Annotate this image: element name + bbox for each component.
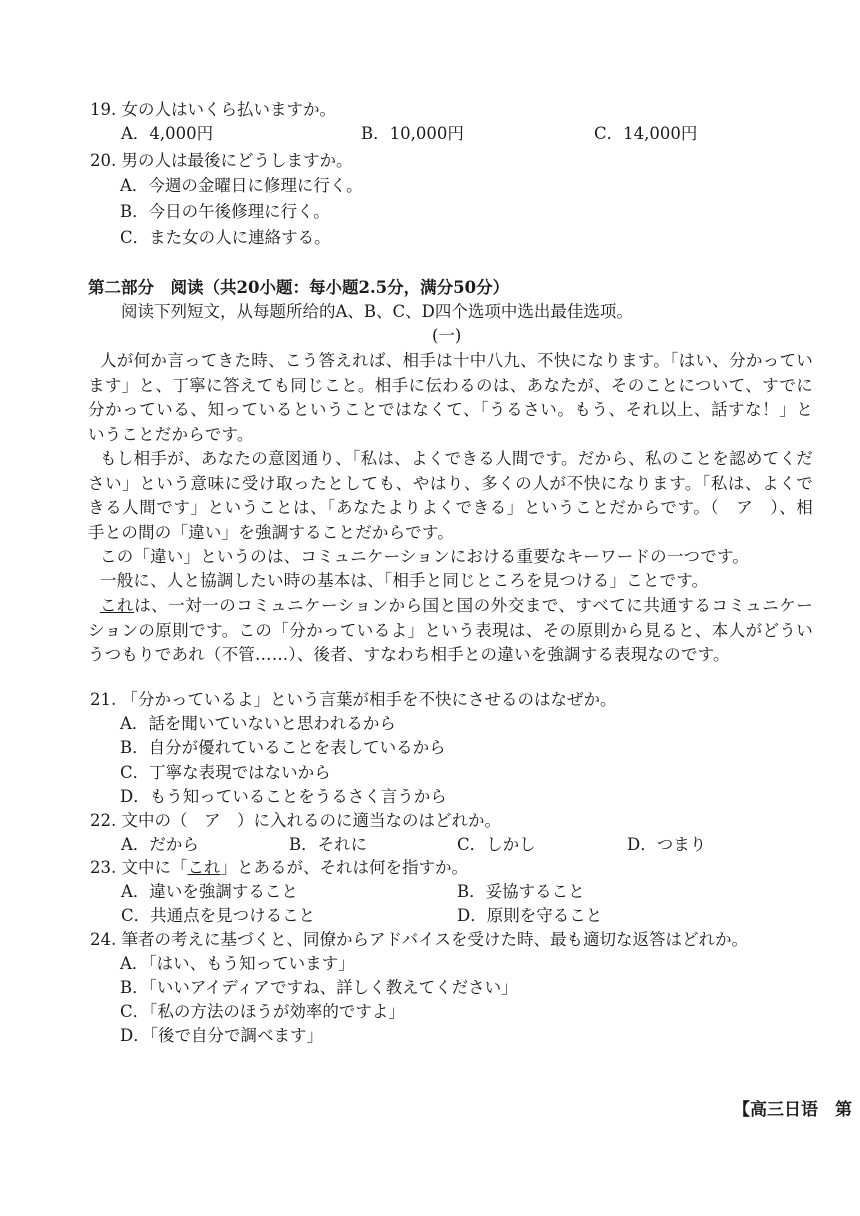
question-20-option-c: C．また女の人に連絡する。 (120, 228, 331, 247)
question-23-stem-start: 23. 文中に「 (90, 858, 188, 877)
question-22-option-d: D．つまり (627, 835, 707, 854)
passage-paragraph-4: 一般に、人と協調したい時の基本は、「相手と同じところを見つける」ことです。 (100, 571, 709, 590)
question-23-option-c: C．共通点を見つけること (121, 906, 316, 925)
question-22-option-c: C．しかし (457, 835, 536, 854)
question-23-underlined-word: これ (187, 858, 221, 877)
question-24-option-b: B．「いいアイディアですね、詳しく教えてください」 (120, 978, 518, 997)
passage-paragraph-5 (88, 594, 813, 668)
question-19-option-b: B．10,000円 (361, 124, 464, 143)
question-23-stem (90, 856, 468, 880)
question-24-stem: 24. 筆者の考えに基づくと、同僚からアドバイスを受けた時、最も適切な返答はどれか。 (90, 930, 748, 949)
question-21-option-c: C．丁寧な表現ではないから (120, 763, 331, 782)
question-19-option-c: C．14,000円 (594, 124, 698, 143)
question-23-option-d: D．原則を守ること (457, 906, 603, 925)
underlined-reference: これ (100, 596, 135, 615)
question-19-stem: 19. 女の人はいくら払いますか。 (90, 100, 336, 119)
question-19-option-a: A．4,000円 (121, 124, 214, 143)
question-23-option-b: B．妥協すること (457, 882, 585, 901)
question-21-option-d: D．もう知っていることをうるさく言うから (120, 787, 447, 806)
section-instruction: 阅读下列短文，从每题所给的A、B、C、D四个选项中选出最佳选项。 (121, 302, 633, 321)
passage-paragraph-1: 人が何か言ってきた時、こう答えれば、相手は十中八九、不快になります。「はい、分かっています」と、丁寧に答えても同じこと。相手に伝わるのは、あなたが、そのことについて、すでに分かっている、知っているということではなくて、「うるさい。もう、それ以上、話すな！」ということだからです。 (88, 351, 813, 444)
question-24-option-c: C．「私の方法のほうが効率的ですよ」 (120, 1002, 405, 1021)
question-20-stem: 20. 男の人は最後にどうしますか。 (90, 151, 353, 170)
question-23-option-a: A．違いを強調すること (121, 882, 298, 901)
question-24-option-a: A．「はい、もう知っています」 (120, 954, 355, 973)
question-22-option-b: B．それに (289, 835, 368, 854)
question-20-option-a: A．今週の金曜日に修理に行く。 (120, 176, 363, 195)
passage-paragraph-2: もし相手が、あなたの意図通り、「私は、よくできる人間です。だから、私のことを認めてください」という意味に受け取ったとしても、やはり、多くの人が不快になります。「私は、よくできる人間です」ということは、「あなたよりよくできる」ということだからです。（ ア ）、相手との間の「違い」を強調することだからです。 (88, 449, 813, 542)
question-21-option-a: A．話を聞いていないと思われるから (120, 714, 396, 733)
passage-number: (一) (432, 326, 462, 345)
question-24-option-d: D．「後で自分で調べます」 (120, 1026, 323, 1045)
passage-paragraph-3: この「違い」というのは、コミュニケーションにおける重要なキーワードの一つです。 (100, 547, 749, 566)
section-title: 第二部分 阅读（共20小题：每小题2.5分，满分50分） (88, 278, 510, 297)
question-22-stem: 22. 文中の（ ア ）に入れるのに適当なのはどれか。 (90, 811, 501, 830)
passage-paragraph-5-text: は、一対一のコミュニケーションから国と国の外交まで、すべてに共通するコミュニケーションの原則です。この「分かっているよ」という表現は、その原則から見ると、本人がどういうつもりであれ（不管……）、後者、すなわち相手との違いを強調する表現なのです。 (88, 596, 813, 665)
page-footer: 【高三日语 第 (733, 1100, 852, 1120)
question-21-stem: 21. 「分かっているよ」という言葉が相手を不快にさせるのはなぜか。 (90, 690, 617, 709)
question-22-option-a: A．だから (121, 835, 199, 854)
question-23-stem-end: 」とあるが、それは何を指すか。 (220, 858, 468, 877)
question-20-option-b: B．今日の午後修理に行く。 (120, 202, 330, 221)
question-21-option-b: B．自分が優れていることを表しているから (120, 738, 446, 757)
